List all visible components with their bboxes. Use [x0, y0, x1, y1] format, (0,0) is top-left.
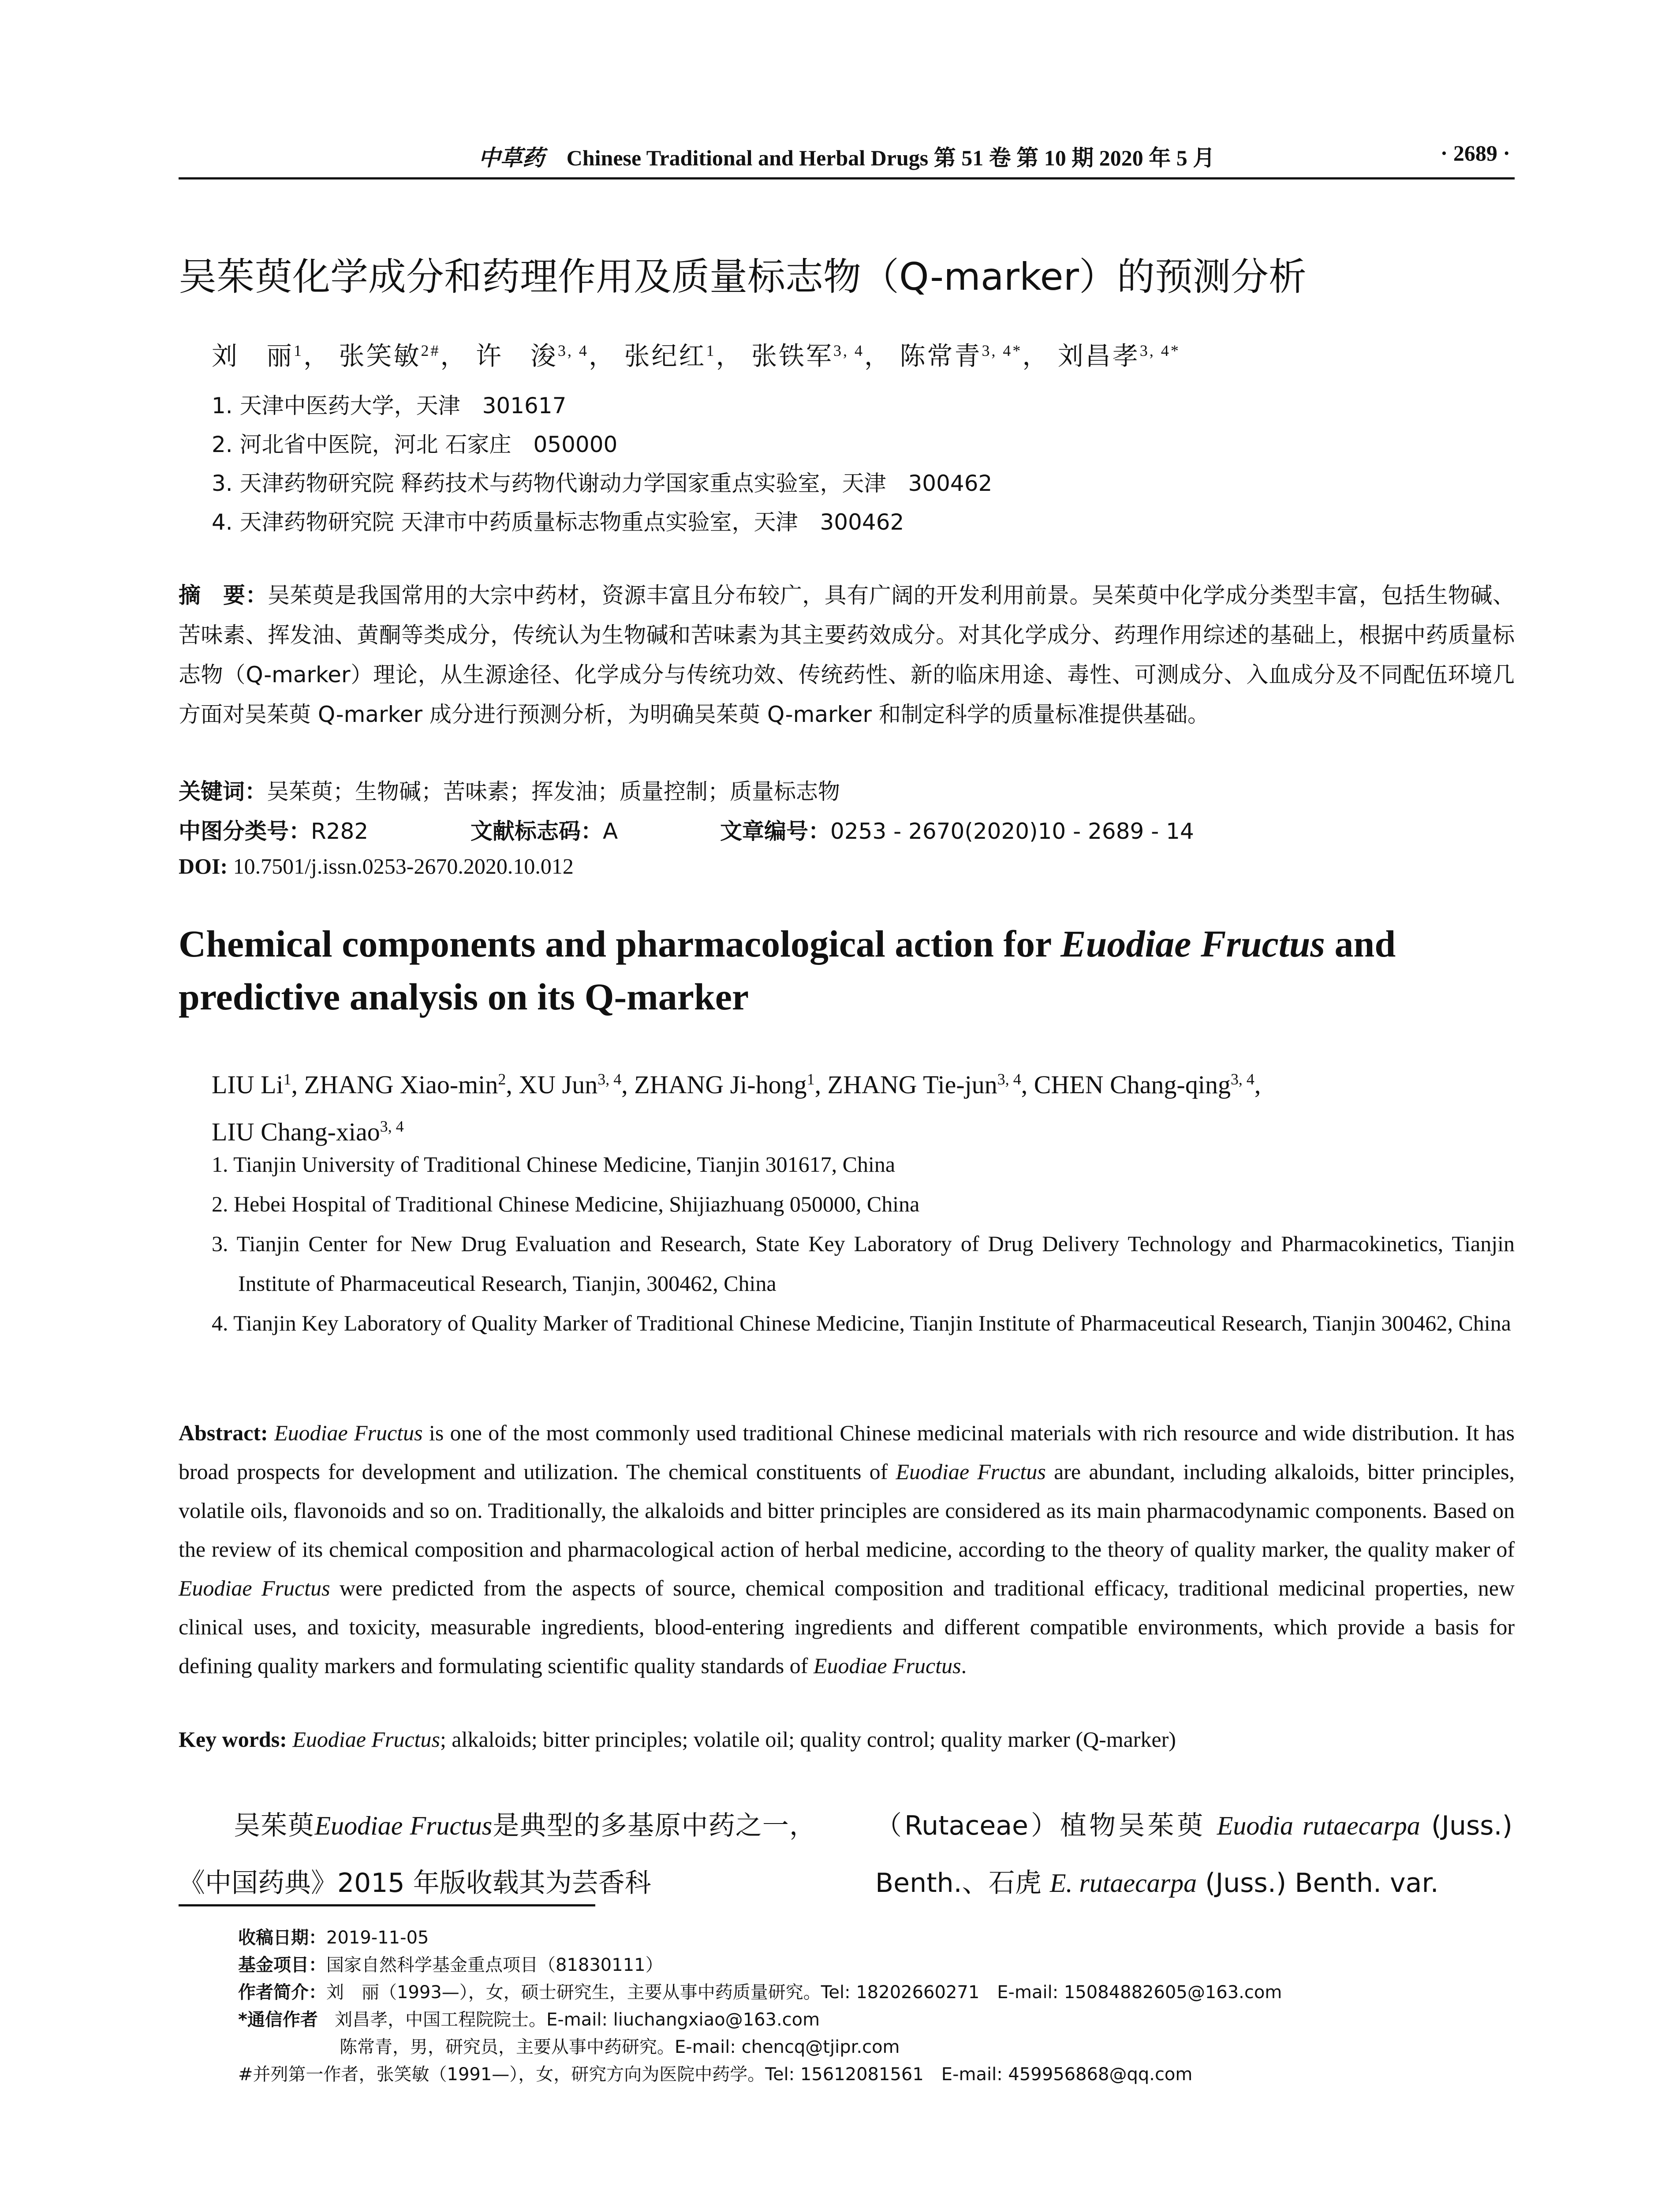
cn-author-sup: 1: [706, 342, 716, 360]
footnote-text: 刘 丽（1993—），女，硕士研究生，主要从事中药质量研究。Tel: 18202660271 E-mail: 15084882605@163.com: [326, 1982, 1282, 2003]
header-rule: [179, 177, 1515, 179]
journal-cn-name: 中草药: [478, 146, 545, 170]
cn-authors: 刘 丽$^1$， 张笑敏$^{2\#}$， 许 浚$^{3, 4}$， 张纪红$^1$， 张铁军$^{3, 4}$， 陈常青$^{3, 4*}$， 刘昌孝$^{3, 4*}$: [212, 342, 1180, 370]
en-author: LIU Chang-xiao: [212, 1117, 380, 1146]
cn-author: 许 浚: [476, 342, 558, 370]
cn-keywords-text: 吴茱萸；生物碱；苦味素；挥发油；质量控制；质量标志物: [267, 779, 840, 804]
footnote-bio: [238, 1978, 1282, 2003]
en-author: LIU Li: [212, 1070, 284, 1099]
en-author: XU Jun: [519, 1070, 598, 1099]
en-abstract-text: .: [961, 1653, 967, 1678]
en-title-italic: Euodiae Fructus: [1060, 923, 1325, 965]
footnote-received: [238, 1924, 429, 1949]
en-keywords: [179, 1727, 1515, 1752]
cn-abstract-text: 吴茱萸是我国常用的大宗中药材，资源丰富且分布较广，具有广阔的开发利用前景。吴茱萸中化学成分类型丰富，包括生物碱、苦味素、挥发油、黄酮等类成分，传统认为生物碱和苦味素为其主要药效成分。对其化学成分、药理作用综述的基础上，根据中药质量标志物（Q-marker）理论，从生源途径、化学成分与传统功效、传统药性、新的临床用途、毒性、可测成分、入血成分及不同配伍环境几方面对吴茱萸 Q-marker 成分进行预测分析，为明确吴茱萸 Q-marker 和制定科学的质量标准提供基础。: [179, 583, 1515, 727]
en-abstract-italic: Euodiae Fructus: [274, 1420, 423, 1445]
en-abstract-text: is one of the most commonly used traditional Chinese medicinal materials with rich resource and wide distribution. It has broad prospects for development and utilization. The chemical constituents of: [179, 1420, 1515, 1484]
clc-value: R282: [311, 818, 369, 844]
en-abstract-text: are abundant, including alkaloids, bitter principles, volatile oils, flavonoids and so on. Traditionally, the alkaloids and bitter principles are considered as its main pharmacodynamic components. Based on the review of its chemical composition and pharmacological action of herbal medicine, according to the theory of quality marker, the quality maker of: [179, 1459, 1515, 1562]
body-text: 是典型的多基原中药之一，《中国药典》2015 年版收载其为芸香科: [179, 1810, 816, 1899]
en-title: [179, 917, 1515, 1023]
en-affiliation: 2. Hebei Hospital of Traditional Chinese Medicine, Shijiazhuang 050000, China: [212, 1192, 920, 1216]
footnote-label: 基金项目：: [238, 1955, 326, 1975]
cn-author-sup: 1: [294, 342, 303, 360]
cn-author-sup: 3, 4*: [982, 342, 1023, 360]
footnote-text: 国家自然科学基金重点项目（81830111）: [326, 1955, 663, 1975]
body-italic: E. rutaecarpa: [1049, 1869, 1197, 1898]
en-authors: LIU Li$^1$, ZHANG Xiao-$\min^2$, XU Jun$^{3, 4}$, ZHANG Ji-hong$^1$, ZHANG Tie-jun$^{3, 4}$, CHEN Chang-qing$^{3, 4}$, LIU Chang-xiao$^{3, 4}$: [212, 1070, 1261, 1146]
en-author: ZHANG Xiao-min: [304, 1070, 498, 1099]
body-text: (Juss.) Benth. var.: [1197, 1868, 1439, 1899]
en-keywords-label: Key words:: [179, 1727, 287, 1752]
en-abstract-text: were predicted from the aspects of source, chemical composition and traditional efficacy, traditional medicinal properties, new clinical uses, and toxicity, measurable ingredients, blood-entering ingredients and different compatible environments, which provide a basis for defining quality markers and formulating scientific quality standards of: [179, 1576, 1515, 1678]
classification-line: [179, 814, 1515, 845]
article-no-value: 0253 - 2670(2020)10 - 2689 - 14: [830, 818, 1194, 844]
cn-author: 刘昌孝: [1057, 342, 1140, 370]
en-author: ZHANG Tie-jun: [827, 1070, 997, 1099]
cn-affiliation: 2. 河北省中医院，河北 石家庄 050000: [212, 432, 618, 457]
cn-keywords-label: 关键词：: [179, 779, 267, 804]
cn-keywords: [179, 774, 840, 806]
cn-author-sup: 2#: [421, 342, 441, 360]
en-title-part: Chemical components and pharmacological action for: [179, 923, 1061, 965]
article-no-label: 文章编号：: [720, 818, 831, 844]
clc-label: 中图分类号：: [179, 818, 311, 844]
cn-author-sup: 3, 4: [833, 342, 864, 360]
journal-issue-info: Chinese Traditional and Herbal Drugs 第 51 卷 第 10 期 2020 年 5 月: [566, 146, 1215, 170]
body-italic: Euodia rutaecarpa: [1217, 1811, 1420, 1840]
en-affiliation: 4. Tianjin Key Laboratory of Quality Marker of Traditional Chinese Medicine, Tianjin Institute of Pharmaceutical Research, Tianjin 300462, China: [212, 1311, 1511, 1335]
cn-author: 张铁军: [751, 342, 833, 370]
doc-code-value: A: [603, 818, 618, 844]
en-author: CHEN Chang-qing: [1034, 1070, 1231, 1099]
en-author-sup: 1: [283, 1070, 291, 1088]
footnote-corresponding: [238, 2006, 820, 2031]
running-header: [179, 140, 1515, 176]
en-title-part: and predictive analysis on its Q-marker: [179, 923, 1396, 1018]
body-text: （Rutaceae）植物吴茱萸: [875, 1810, 1217, 1841]
footnote-fund: [238, 1951, 663, 1976]
cn-author-sup: 3, 4*: [1139, 342, 1180, 360]
en-affiliations: [212, 1144, 1515, 1343]
en-author-sup: 2: [498, 1070, 506, 1088]
footnote-text: 2019-11-05: [326, 1928, 429, 1948]
cn-affiliation: 4. 天津药物研究院 天津市中药质量标志物重点实验室，天津 300462: [212, 509, 904, 535]
doc-code-label: 文献标志码：: [470, 818, 603, 844]
journal-header-line: [179, 140, 1515, 172]
cn-affiliation: 3. 天津药物研究院 释药技术与药物代谢动力学国家重点实验室，天津 300462: [212, 471, 993, 496]
en-author: ZHANG Ji-hong: [634, 1070, 807, 1099]
body-text: 吴茱萸: [234, 1810, 315, 1841]
en-author-sup: 3, 4: [380, 1117, 404, 1135]
cn-abstract-label: 摘 要：: [179, 583, 268, 608]
footnote-text: 刘昌孝，中国工程院院士。E-mail: liuchangxiao@163.com: [335, 2010, 820, 2030]
cn-author: 刘 丽: [212, 342, 294, 370]
page-number: · 2689 ·: [1440, 141, 1510, 165]
en-author-sup: 3, 4: [1230, 1070, 1254, 1088]
en-abstract-label: Abstract:: [179, 1420, 268, 1445]
doi-label: DOI:: [179, 854, 228, 878]
en-affiliation: 3. Tianjin Center for New Drug Evaluation and Research, State Key Laboratory of Drug Delivery Technology and Pharmacokinetics, Tianjin Institute of Pharmaceutical Research, Tianjin, 300462, China: [212, 1231, 1515, 1296]
en-author-sup: 1: [806, 1070, 815, 1088]
en-author-sup: 3, 4: [597, 1070, 622, 1088]
body-text: (Juss.) Benth.、石虎: [875, 1810, 1512, 1899]
doi-value[interactable]: 10.7501/j.issn.0253-2670.2020.10.012: [233, 854, 574, 878]
cn-author-sup: 3, 4: [558, 342, 589, 360]
body-italic: Euodiae Fructus: [314, 1811, 493, 1840]
cn-title: 吴茱萸化学成分和药理作用及质量标志物（Q-marker）的预测分析: [179, 255, 1307, 299]
en-author-sup: 3, 4: [997, 1070, 1021, 1088]
cn-author: 陈常青: [900, 342, 982, 370]
footnote-cofirst: #并列第一作者，张笑敏（1991—），女，研究方向为医院中药学。Tel: 15612081561 E-mail: 459956868@qq.com: [238, 2064, 1193, 2085]
en-abstract-italic: Euodiae Fructus: [896, 1459, 1046, 1484]
cn-author: 张笑敏: [339, 342, 421, 370]
en-affiliation: 1. Tianjin University of Traditional Chinese Medicine, Tianjin 301617, China: [212, 1152, 896, 1177]
en-keywords-text: ; alkaloids; bitter principles; volatile oil; quality control; quality marker (Q-marker): [440, 1727, 1176, 1752]
cn-abstract: [179, 576, 1515, 734]
footnote-label: 作者简介：: [238, 1982, 326, 2003]
en-abstract: [179, 1413, 1515, 1685]
cn-author: 张纪红: [624, 342, 706, 370]
body-right-column: [875, 1797, 1512, 1912]
en-abstract-italic: Euodiae Fructus: [179, 1576, 330, 1600]
footnote-rule: [179, 1904, 595, 1906]
en-abstract-italic: Euodiae Fructus: [813, 1653, 961, 1678]
footnote-label: *通信作者: [238, 2010, 318, 2030]
doi-line: [179, 853, 574, 879]
footnote-corresponding-2: 陈常青，男，研究员，主要从事中药研究。E-mail: chencq@tjipr.com: [340, 2037, 900, 2057]
en-keyword-italic: Euodiae Fructus: [292, 1727, 440, 1752]
footnote-label: 收稿日期：: [238, 1928, 326, 1948]
cn-affiliation: 1. 天津中医药大学，天津 301617: [212, 393, 567, 419]
body-left-column: [179, 1797, 816, 1912]
